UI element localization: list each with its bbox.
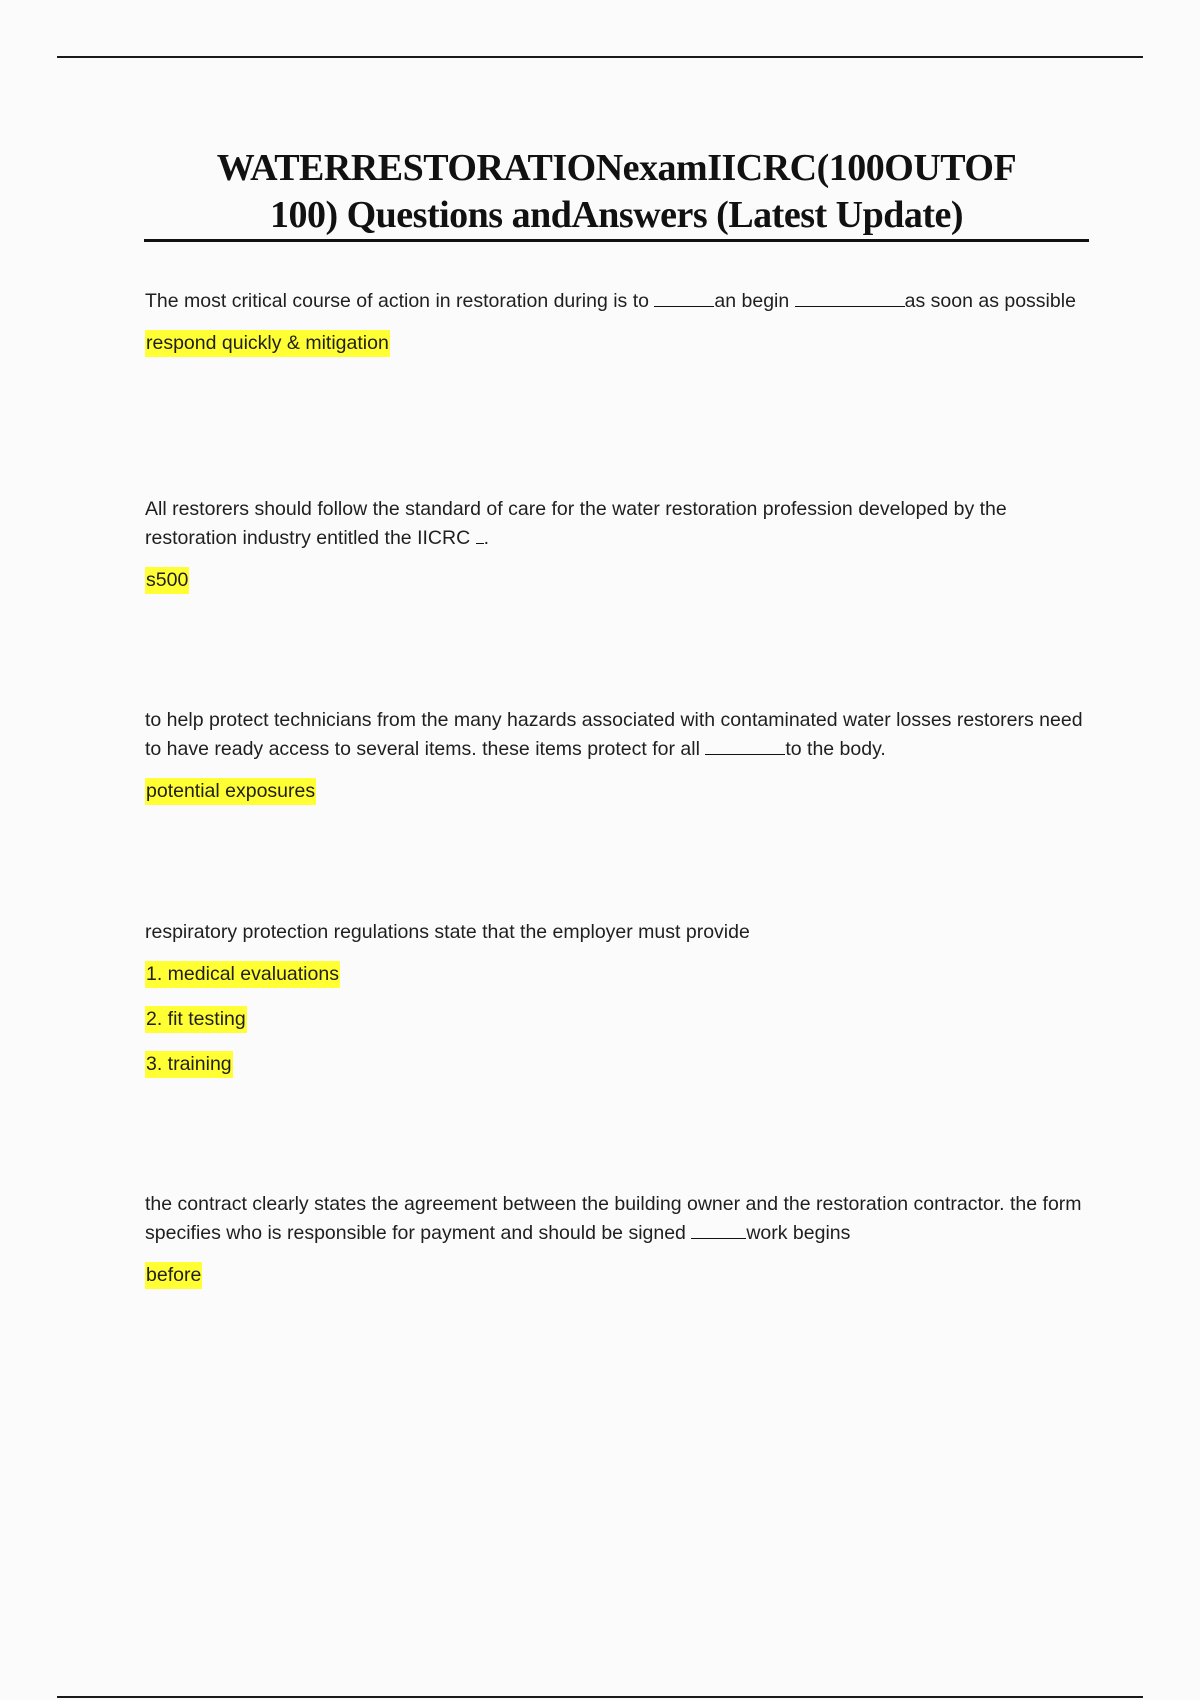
- document-title: [144, 145, 1089, 242]
- title-line-2: 100) Questions andAnswers (Latest Update): [269, 194, 964, 236]
- answer-list-4: [145, 961, 1085, 1078]
- answer-5: before: [145, 1262, 202, 1289]
- qa-item-5: [145, 1190, 1085, 1290]
- answer-3: potential exposures: [145, 778, 316, 805]
- top-rule: [57, 56, 1143, 58]
- title-line-1: WATERRESTORATIONexamIICRC(100OUTOF: [216, 147, 1017, 189]
- answer-blank: [795, 288, 905, 307]
- answer-blank: [476, 525, 484, 544]
- qa-item-3: [145, 706, 1085, 806]
- question-3: to help protect technicians from the many hazards associated with contaminated water losses restorers need to have ready access to several items. these items protect for all to the body.: [145, 709, 1083, 760]
- answer-4-2: 2. fit testing: [145, 1006, 247, 1033]
- answer-blank: [654, 288, 714, 307]
- question-4: respiratory protection regulations state that the employer must provide: [145, 921, 750, 943]
- answer-2: s500: [145, 567, 189, 594]
- bottom-rule: [57, 1696, 1143, 1698]
- answer-blank: [705, 736, 785, 755]
- answer-4-1: 1. medical evaluations: [145, 961, 340, 988]
- answer-1: respond quickly & mitigation: [145, 330, 390, 357]
- qa-item-4: [145, 918, 1085, 1078]
- qa-item-1: [145, 287, 1085, 358]
- question-1: The most critical course of action in restoration during is to an begin as soon as possible: [145, 290, 1076, 312]
- question-5: the contract clearly states the agreement between the building owner and the restoration contractor. the form specifies who is responsible for payment and should be signed work begins: [145, 1193, 1082, 1244]
- answer-blank: [691, 1220, 746, 1239]
- qa-item-2: [145, 495, 1085, 595]
- answer-4-3: 3. training: [145, 1051, 233, 1078]
- question-2: All restorers should follow the standard of care for the water restoration profession developed by the restoration industry entitled the IICRC .: [145, 498, 1007, 549]
